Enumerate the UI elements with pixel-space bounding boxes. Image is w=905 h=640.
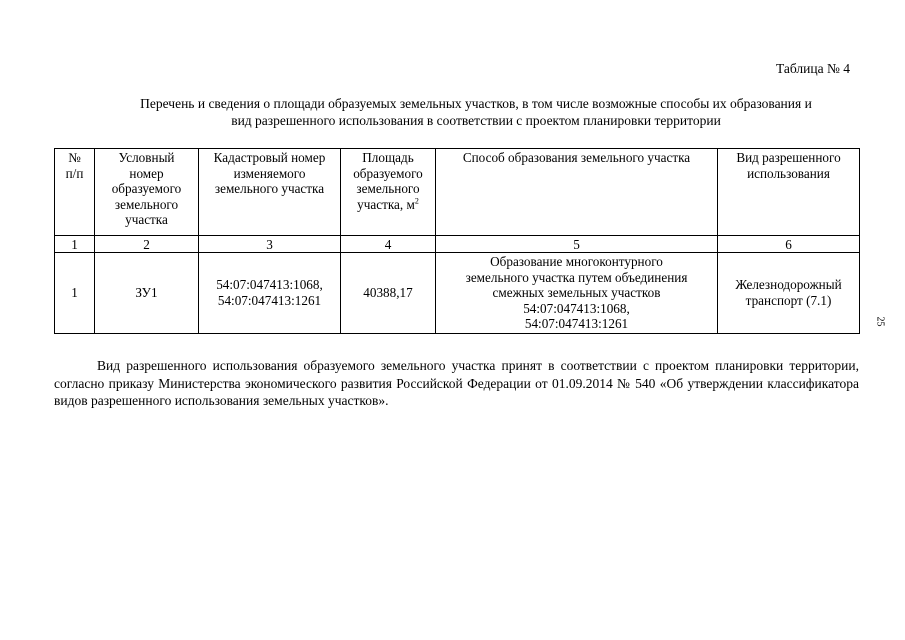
- table-caption-number: Таблица № 4: [776, 61, 850, 76]
- header-formation-method: Способ образования земельного участка: [436, 149, 718, 236]
- table-row: [55, 253, 860, 334]
- table-title: [96, 95, 856, 129]
- cell-row-number: 1: [55, 253, 95, 334]
- page-number: 25: [874, 316, 886, 327]
- cell-cadastral-numbers: 54:07:047413:1068, 54:07:047413:1261: [199, 253, 341, 334]
- table-header-row: [55, 149, 860, 236]
- cell-plot-id: ЗУ1: [95, 253, 199, 334]
- column-number: 5: [436, 236, 718, 253]
- column-number-row: [55, 236, 860, 253]
- note-paragraph: Вид разрешенного использования образуемого земельного участка принят в соответствии с проектом планировки территории, согласно приказу Министерства экономического развития Российской Федерации от 01.09.2014 № 540 «Об утверждении классификатора видов разрешенного использования земельных участков».: [54, 358, 859, 408]
- header-area-text: Площадь образуемого земельного участка, м: [353, 150, 423, 212]
- column-number: 4: [341, 236, 436, 253]
- column-number: 2: [95, 236, 199, 253]
- header-row-number: № п/п: [55, 149, 95, 236]
- cell-area: 40388,17: [341, 253, 436, 334]
- column-number: 1: [55, 236, 95, 253]
- land-plots-table: [54, 148, 860, 334]
- table-title-line-1: Перечень и сведения о площади образуемых земельных участков, в том числе возможные способы их образования и: [140, 96, 812, 111]
- column-number: 6: [718, 236, 860, 253]
- header-cadastral-number: Кадастровый номер изменяемого земельного участка: [199, 149, 341, 236]
- header-permitted-use: Вид разрешенного использования: [718, 149, 860, 236]
- header-area-superscript: 2: [414, 196, 419, 206]
- cell-permitted-use: Железнодорожный транспорт (7.1): [718, 253, 860, 334]
- header-area: [341, 149, 436, 236]
- column-number: 3: [199, 236, 341, 253]
- header-conditional-number: Условный номер образуемого земельного участка: [95, 149, 199, 236]
- cell-formation-method: Образование многоконтурного земельного участка путем объединения смежных земельных участков 54:07:047413:1068, 54:07:047413:1261: [436, 253, 718, 334]
- table-title-line-2: вид разрешенного использования в соответствии с проектом планировки территории: [231, 113, 721, 128]
